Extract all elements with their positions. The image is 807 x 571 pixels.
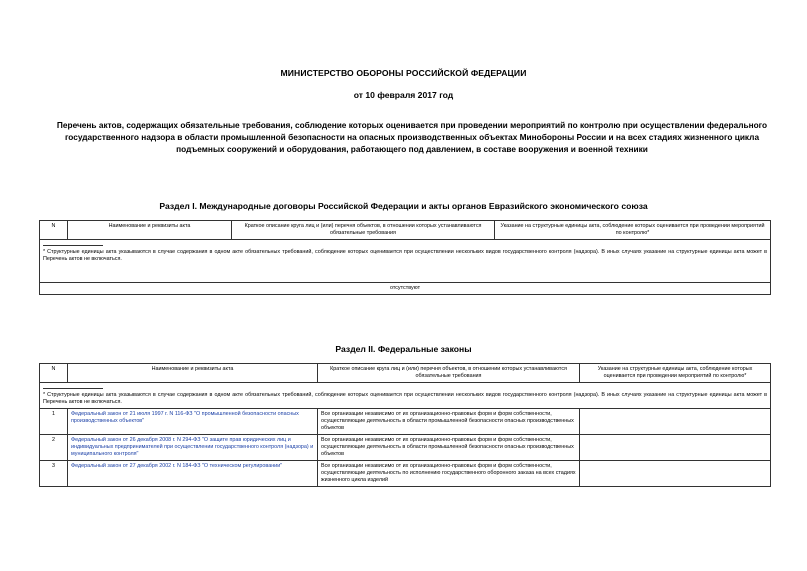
row-number: 3 bbox=[40, 461, 68, 487]
section1-header-row bbox=[40, 221, 771, 240]
table-row bbox=[40, 461, 771, 487]
section1-empty-note: отсутствуют bbox=[40, 283, 771, 295]
row-units bbox=[580, 461, 771, 487]
section2-col-units: Указание на структурные единицы акта, соблюдение которых оценивается при проведении мероприятий по контролю* bbox=[580, 364, 771, 383]
section2-col-n: N bbox=[40, 364, 68, 383]
act-link[interactable]: Федеральный закон от 26 декабря 2008 г. N 294-ФЗ "О защите прав юридических лиц и индивидуальных предпринимателей при осуществлении государственного контроля (надзора) и муниципального контроля" bbox=[68, 435, 318, 461]
section1-footnote-row bbox=[40, 240, 771, 283]
section1-footnote: * Структурные единицы акта указываются в случае содержания в одном акте обязательных требований, соблюдение которых оценивается при осуществлении нескольких видов государственного контроля (надзора). В иных случаях указание на структурные единицы акта может в Перечень актов не включаться. bbox=[43, 249, 767, 262]
footnote-rule bbox=[43, 388, 103, 389]
section2-col-act: Наименование и реквизиты акта bbox=[68, 364, 318, 383]
section1-heading: Раздел I. Международные договоры Российской Федерации и акты органов Евразийского экономического союза bbox=[159, 201, 648, 211]
section2-footnote: * Структурные единицы акта указываются в случае содержания в одном акте обязательных требований, соблюдение которых оценивается при осуществлении нескольких видов государственного контроля (надзора). В иных случаях указание на структурные единицы акта может в Перечень актов не включаться. bbox=[43, 392, 767, 405]
footnote-rule bbox=[43, 245, 103, 246]
row-scope: Все организации независимо от их организационно-правовых форм и форм собственности, осуществляющие деятельность по исполнению государственного оборонного заказа на всех стадиях жизненного цикла изделий bbox=[318, 461, 580, 487]
table-row bbox=[40, 409, 771, 435]
section2-table bbox=[39, 363, 771, 487]
section1-col-scope: Краткое описание круга лиц и (или) перечня объектов, в отношении которых устанавливаются обязательные требования bbox=[232, 221, 495, 240]
section2-header-row bbox=[40, 364, 771, 383]
act-link[interactable]: Федеральный закон от 27 декабря 2002 г. N 184-ФЗ "О техническом регулировании" bbox=[68, 461, 318, 487]
table-row bbox=[40, 435, 771, 461]
section1-col-units: Указание на структурные единицы акта, соблюдение которых оценивается при проведении мероприятий по контролю* bbox=[495, 221, 771, 240]
row-number: 2 bbox=[40, 435, 68, 461]
section1-table bbox=[39, 220, 771, 295]
row-scope: Все организации независимо от их организационно-правовых форм и форм собственности, осуществляющие деятельность в области промышленной безопасности опасных производственных объектов bbox=[318, 409, 580, 435]
ministry-name: МИНИСТЕРСТВО ОБОРОНЫ РОССИЙСКОЙ ФЕДЕРАЦИИ bbox=[280, 68, 527, 78]
section2-footnote-row bbox=[40, 383, 771, 409]
row-number: 1 bbox=[40, 409, 68, 435]
document-date: от 10 февраля 2017 год bbox=[353, 90, 454, 100]
section2-col-scope: Краткое описание круга лиц и (или) перечня объектов, в отношении которых устанавливаются обязательные требования bbox=[318, 364, 580, 383]
section1-empty-row bbox=[40, 283, 771, 295]
row-units bbox=[580, 409, 771, 435]
act-link[interactable]: Федеральный закон от 21 июля 1997 г. N 116-ФЗ "О промышленной безопасности опасных производственных объектов" bbox=[68, 409, 318, 435]
row-units bbox=[580, 435, 771, 461]
document-title: Перечень актов, содержащих обязательные требования, соблюдение которых оценивается при проведении мероприятий по контролю при осуществлении федерального государственного надзора в области промышленной безопасности на опасных производственных объектах Минобороны России и на всех стадиях жизненного цикла подъемных сооружений и оборудования, работающего под давлением, в составе вооружения и военной техники bbox=[56, 120, 768, 154]
section1-col-act: Наименование и реквизиты акта bbox=[68, 221, 232, 240]
section2-heading: Раздел II. Федеральные законы bbox=[335, 344, 472, 354]
section1-col-n: N bbox=[40, 221, 68, 240]
row-scope: Все организации независимо от их организационно-правовых форм и форм собственности, осуществляющие деятельность в области промышленной безопасности опасных производственных объектов bbox=[318, 435, 580, 461]
